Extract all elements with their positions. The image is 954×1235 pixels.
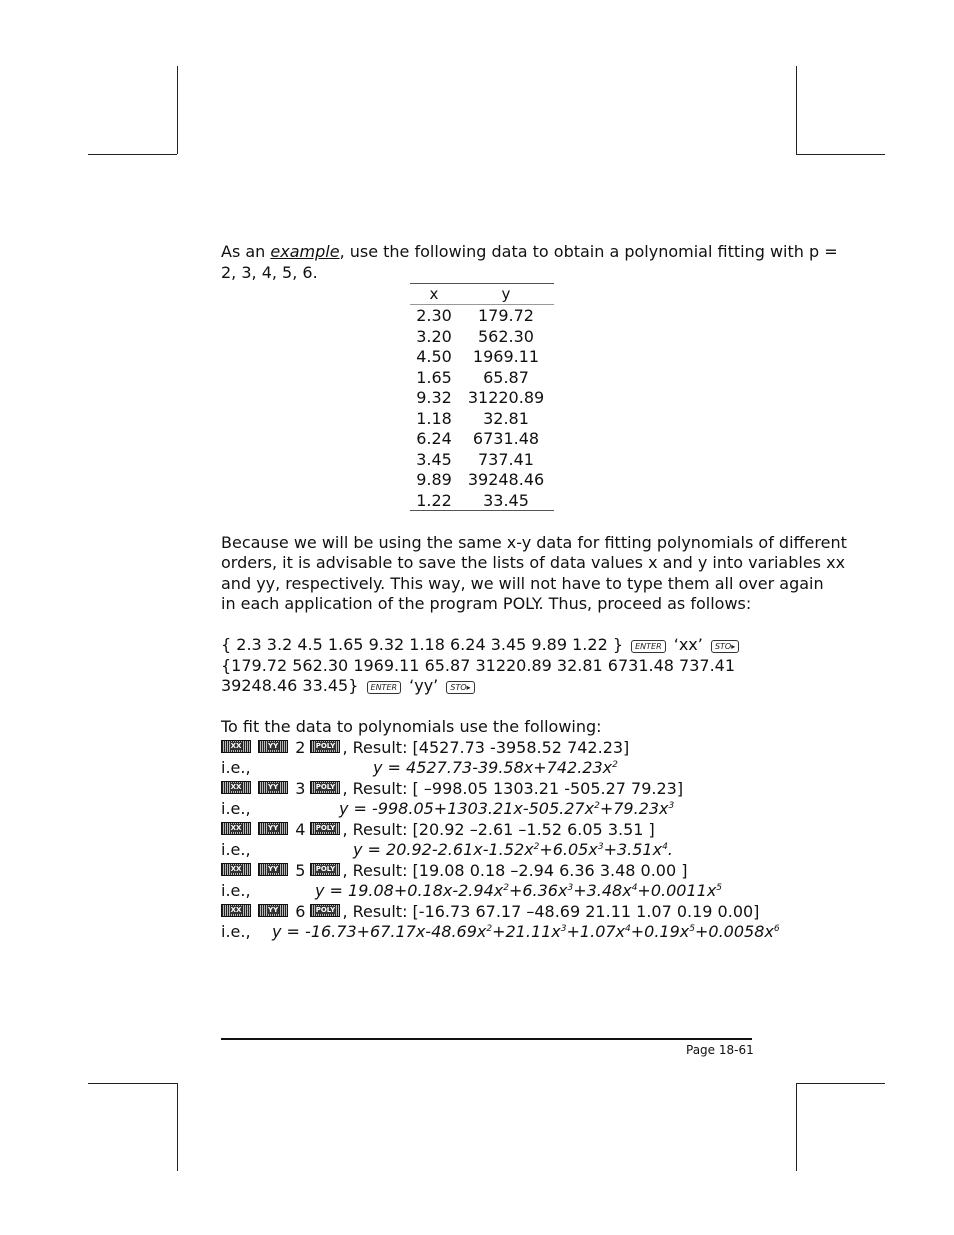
command-line-3 <box>221 676 478 696</box>
ie-label: i.e., <box>221 922 251 941</box>
cell-y: 1969.11 <box>472 347 540 366</box>
cell-y: 562.30 <box>478 326 534 346</box>
fit-result: , Result: [-16.73 67.17 –48.69 21.11 1.07 0.19 0.00] <box>342 902 760 921</box>
cell-x: 9.32 <box>416 388 452 407</box>
cell-x: 1.65 <box>416 367 452 387</box>
table-row <box>410 346 554 367</box>
fit-eq-p6 <box>221 922 780 942</box>
poly-softkey-icon: POLY <box>310 863 340 876</box>
p-value: 5 <box>295 861 306 880</box>
paragraph-line: in each application of the program POLY. Thus, proceed as follows: <box>221 594 752 613</box>
sto-key-icon: STO▸ <box>711 640 739 653</box>
table-row <box>410 428 554 449</box>
xx-softkey-icon: XX <box>221 740 251 753</box>
yy-softkey-icon: YY <box>258 822 288 835</box>
crop-mark-bottom-right-v <box>796 1083 797 1171</box>
cell-x: 1.18 <box>416 408 452 428</box>
cell-y: 31220.89 <box>467 388 545 407</box>
cell-y: 179.72 <box>478 306 534 325</box>
fit-command-p2 <box>221 738 629 758</box>
fit-equation: $y = 20.92-2.61x-1.52x^2+6.05x^3+3.51x^4$. <box>353 840 673 859</box>
intro-prefix: As an <box>221 242 271 261</box>
fit-eq-p3 <box>221 799 675 819</box>
table-row <box>410 469 554 490</box>
cell-x: 3.20 <box>416 326 452 346</box>
p-value: 2 <box>295 738 306 757</box>
fit-command-p3 <box>221 779 683 799</box>
crop-mark-top-right-h <box>796 154 885 155</box>
cell-y: 737.41 <box>478 449 534 469</box>
poly-softkey-icon: POLY <box>310 904 340 917</box>
data-table <box>410 283 554 511</box>
ie-label: i.e., <box>221 799 251 818</box>
x-list: { 2.3 3.2 4.5 1.65 9.32 1.18 6.24 3.45 9.89 1.22 } <box>221 635 624 654</box>
paragraph-line: orders, it is advisable to save the lists of data values x and y into variables xx <box>221 553 846 572</box>
yy-softkey-icon: YY <box>258 904 288 917</box>
fit-command-p5 <box>221 861 687 881</box>
crop-mark-top-left-v <box>177 66 178 154</box>
footer-rule <box>221 1038 752 1040</box>
enter-key-icon: ENTER <box>631 640 666 653</box>
crop-mark-bottom-right-h <box>796 1083 885 1084</box>
cell-y: 32.81 <box>483 408 529 428</box>
enter-key-icon: ENTER <box>367 681 402 694</box>
cell-y: 39248.46 <box>467 470 545 489</box>
xx-softkey-icon: XX <box>221 904 251 917</box>
table-row <box>410 305 554 326</box>
yy-softkey-icon: YY <box>258 740 288 753</box>
yy-softkey-icon: YY <box>258 781 288 794</box>
crop-mark-top-right-v <box>796 66 797 154</box>
table-row <box>410 449 554 470</box>
intro-suffix: , use the following data to obtain a polynomial fitting with p = <box>339 242 838 261</box>
fit-equation: $y = -16.73+67.17x-48.69x^2+21.11x^3+1.07x^4+0.19x^5+0.0058x^6$ <box>272 922 780 941</box>
command-line-2: {179.72 562.30 1969.11 65.87 31220.89 32.81 6731.48 737.41 <box>221 656 736 675</box>
p-value: 3 <box>295 779 306 798</box>
fit-intro: To fit the data to polynomials use the following: <box>221 717 602 736</box>
p-value: 6 <box>295 902 306 921</box>
cell-y: 65.87 <box>483 367 529 387</box>
fit-eq-p2 <box>221 758 618 778</box>
fit-equation: $y = 4527.73-39.58x+742.23x^2$ <box>373 758 618 777</box>
table-row <box>410 490 554 511</box>
var-yy: ‘yy’ <box>409 676 439 695</box>
cell-x: 6.24 <box>416 429 452 448</box>
y-list-end: 39248.46 33.45} <box>221 676 359 695</box>
paragraph-line: Because we will be using the same x-y data for fitting polynomials of different <box>221 533 847 552</box>
intro-line-2: 2, 3, 4, 5, 6. <box>221 263 318 282</box>
fit-result: , Result: [19.08 0.18 –2.94 6.36 3.48 0.00 ] <box>342 861 688 880</box>
cell-x: 2.30 <box>416 306 452 325</box>
cell-x: 9.89 <box>416 470 452 489</box>
xx-softkey-icon: XX <box>221 822 251 835</box>
fit-equation: $y = 19.08+0.18x-2.94x^2+6.36x^3+3.48x^4+0.0011x^5$ <box>315 881 723 900</box>
var-xx: ‘xx’ <box>673 635 703 654</box>
crop-mark-bottom-left-h <box>88 1083 177 1084</box>
ie-label: i.e., <box>221 881 251 900</box>
cell-x: 4.50 <box>416 347 452 366</box>
fit-result: , Result: [20.92 –2.61 –1.52 6.05 3.51 ] <box>342 820 655 839</box>
command-line-1 <box>221 635 742 655</box>
table-row <box>410 326 554 347</box>
xx-softkey-icon: XX <box>221 863 251 876</box>
page-number: Page 18-61 <box>686 1043 754 1057</box>
fit-eq-p4 <box>221 840 673 860</box>
crop-mark-bottom-left-v <box>177 1083 178 1171</box>
ie-label: i.e., <box>221 758 251 777</box>
cell-x: 3.45 <box>416 449 452 469</box>
cell-x: 1.22 <box>416 490 452 510</box>
header-x: x <box>429 285 439 303</box>
intro-line-1 <box>221 242 838 262</box>
cell-y: 33.45 <box>483 490 529 510</box>
cell-y: 6731.48 <box>472 429 540 448</box>
xx-softkey-icon: XX <box>221 781 251 794</box>
fit-eq-p5 <box>221 881 723 901</box>
fit-command-p6 <box>221 902 759 922</box>
poly-softkey-icon: POLY <box>310 781 340 794</box>
paragraph-line: and yy, respectively. This way, we will not have to type them all over again <box>221 574 824 593</box>
header-y: y <box>501 285 511 303</box>
yy-softkey-icon: YY <box>258 863 288 876</box>
ie-label: i.e., <box>221 840 251 859</box>
sto-key-icon: STO▸ <box>446 681 474 694</box>
table-row <box>410 367 554 388</box>
p-value: 4 <box>295 820 306 839</box>
fit-equation: $y = -998.05+1303.21x-505.27x^2+79.23x^3$ <box>339 799 675 818</box>
table-row <box>410 408 554 429</box>
table-row <box>410 387 554 408</box>
table-header <box>410 284 554 305</box>
poly-softkey-icon: POLY <box>310 740 340 753</box>
fit-result: , Result: [4527.73 -3958.52 742.23] <box>342 738 630 757</box>
poly-softkey-icon: POLY <box>310 822 340 835</box>
fit-command-p4 <box>221 820 655 840</box>
example-link[interactable]: example <box>270 242 340 261</box>
crop-mark-top-left-h <box>88 154 177 155</box>
fit-result: , Result: [ –998.05 1303.21 -505.27 79.23] <box>342 779 684 798</box>
